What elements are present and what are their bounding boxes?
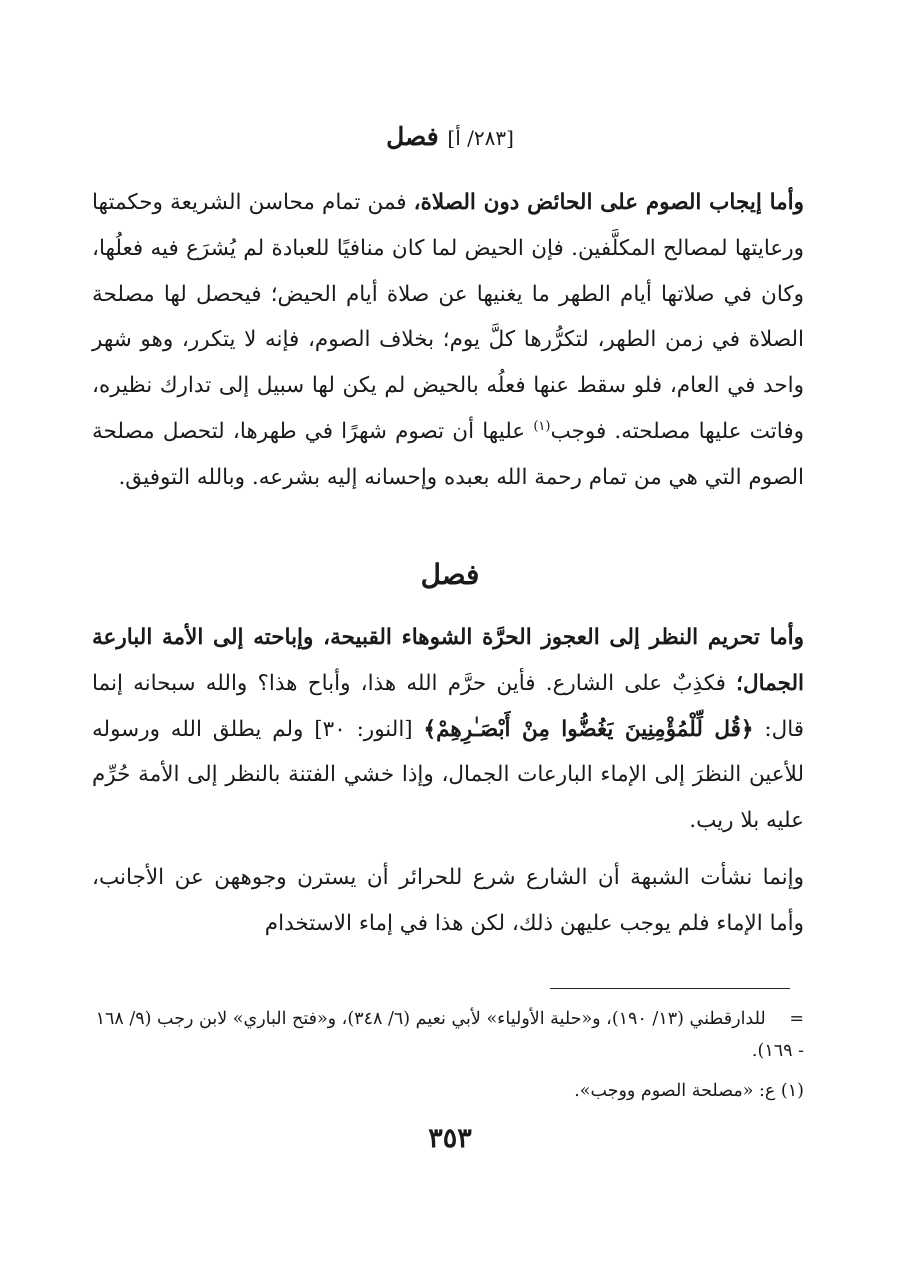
paragraph-lead: وأما إيجاب الصوم على الحائض دون الصلاة، <box>413 190 804 215</box>
footnote-continuation <box>92 1003 804 1067</box>
footnote-text: للدارقطني (١٣/ ١٩٠)، و«حلية الأولياء» لأبي نعيم (٦/ ٣٤٨)، و«فتح الباري» لابن رجب (٩/ ١٦٨ - ١٦٩). <box>95 1009 804 1061</box>
quran-verse: ﴿قُل لِّلْمُؤْمِنِينَ يَغُضُّوا مِنْ أَبْصَـٰرِهِمْ﴾ <box>423 716 754 742</box>
paragraph-text-continued: ولم يطلق الله ورسوله للأعين النظرَ إلى الإماء البارعات الجمال، وإذا خشي الفتنة بالنظر إلى الأمة حُرِّم عليه بلا ريب. <box>92 716 804 834</box>
paragraph-gaze-prohibition <box>92 615 804 844</box>
paragraph-text: فكذِبٌ على الشارع. فأين حرَّم الله هذا، وأباح هذا؟ والله سبحانه إنما قال: <box>92 670 805 742</box>
footnote-divider <box>550 988 790 989</box>
paragraph-text: فمن تمام محاسن الشريعة وحكمتها ورعايتها لمصالح المكلَّفين. فإن الحيض لما كان منافيًا للعبادة لم يُشرَع فيه فعلُها، وكان في صلاتها أيام الطهر ما يغنيها عن صلاة أيام الحيض؛ فيحصل لها مصلحة الصلاة في زمن الطهر، لتكرُّرها كلَّ يوم؛ بخلاف الصوم، فإنه لا يتكرر، وهو شهر واحد في العام، فلو سقط عنها فعلُه بالحيض لم يكن لها سبيل إلى تدارك نظيره، وفاتت عليها مصلحته. فوجب <box>92 190 804 444</box>
continuation-mark: = <box>789 1009 804 1029</box>
section-title: فصل <box>386 122 439 151</box>
section-heading-1 <box>0 122 900 151</box>
paragraph-text: وإنما نشأت الشبهة أن الشارع شرع للحرائر أن يسترن وجوههن عن الأجانب، وأما الإماء فلم يوجب عليهن ذلك، لكن هذا في إماء الاستخدام <box>92 865 804 936</box>
paragraph-lead: وأما تحريم النظر إلى العجوز الحرَّة الشوهاء القبيحة، وإباحته إلى الأمة البارعة الجمال؛ <box>92 625 804 696</box>
paragraph-origin-of-doubt <box>92 855 804 947</box>
paragraph-fasting-menstruation <box>92 180 804 501</box>
verse-citation: [النور: ٣٠] <box>314 716 413 742</box>
paragraph-text-continued: عليها أن تصوم شهرًا في طهرها، لتحصل مصلحة الصوم التي هي من تمام رحمة الله بعبده وإحسانه إليه بشرعه. وبالله التوفيق. <box>92 418 804 490</box>
section-heading-2: فصل <box>420 558 480 591</box>
folio-reference: [٢٨٣/ أ] <box>447 126 514 150</box>
page-number: ٣٥٣ <box>428 1123 472 1154</box>
footnote-1: (١) ع: «مصلحة الصوم ووجب». <box>574 1081 804 1101</box>
footnote-ref-1[interactable]: (١) <box>533 418 551 434</box>
